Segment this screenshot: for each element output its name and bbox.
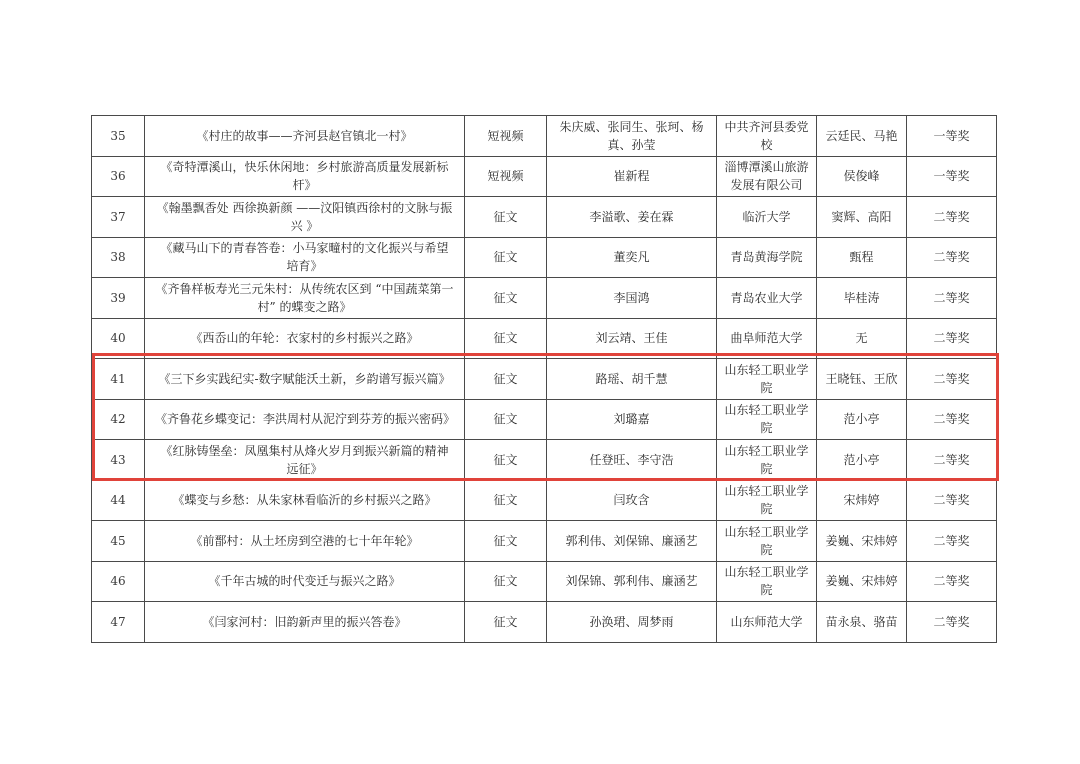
entry-number: 39 [92, 278, 145, 319]
entry-title: 《翰墨飘香处 西徐换新颜 ——汶阳镇西徐村的文脉与振兴 》 [145, 197, 465, 238]
entry-advisor: 毕桂涛 [817, 278, 907, 319]
entry-type: 征文 [465, 237, 547, 278]
awards-table [91, 115, 997, 643]
entry-type: 征文 [465, 480, 547, 521]
entry-number: 45 [92, 521, 145, 562]
entry-type: 征文 [465, 521, 547, 562]
entry-title: 《前鄑村：从土坯房到空港的七十年年轮》 [145, 521, 465, 562]
table-row [92, 359, 997, 400]
entry-number: 46 [92, 561, 145, 602]
entry-title: 《闫家河村：旧韵新声里的振兴答卷》 [145, 602, 465, 643]
table-row [92, 318, 997, 359]
entry-number: 41 [92, 359, 145, 400]
entry-award: 一等奖 [907, 156, 997, 197]
entry-award: 二等奖 [907, 561, 997, 602]
entry-title: 《齐鲁样板寿光三元朱村：从传统农区到 “中国蔬菜第一村” 的蝶变之路》 [145, 278, 465, 319]
entry-type: 征文 [465, 278, 547, 319]
table-row [92, 278, 997, 319]
entry-number: 38 [92, 237, 145, 278]
entry-unit: 山东轻工职业学院 [717, 399, 817, 440]
entry-authors: 朱庆威、张同生、张珂、杨真、孙莹 [547, 116, 717, 157]
entry-authors: 刘璐嘉 [547, 399, 717, 440]
entry-authors: 李国鸿 [547, 278, 717, 319]
table-row [92, 602, 997, 643]
entry-award: 二等奖 [907, 318, 997, 359]
entry-authors: 任登旺、李守浩 [547, 440, 717, 481]
entry-advisor: 范小亭 [817, 440, 907, 481]
entry-unit: 山东轻工职业学院 [717, 561, 817, 602]
entry-unit: 中共齐河县委党校 [717, 116, 817, 157]
entry-award: 二等奖 [907, 399, 997, 440]
entry-number: 37 [92, 197, 145, 238]
entry-number: 40 [92, 318, 145, 359]
entry-unit: 山东师范大学 [717, 602, 817, 643]
table-row [92, 116, 997, 157]
entry-type: 短视频 [465, 116, 547, 157]
entry-advisor: 无 [817, 318, 907, 359]
entry-type: 征文 [465, 197, 547, 238]
entry-advisor: 云廷民、马艳 [817, 116, 907, 157]
entry-advisor: 侯俊峰 [817, 156, 907, 197]
entry-unit: 临沂大学 [717, 197, 817, 238]
entry-title: 《蝶变与乡愁：从朱家林看临沂的乡村振兴之路》 [145, 480, 465, 521]
entry-type: 征文 [465, 359, 547, 400]
entry-unit: 淄博潭溪山旅游发展有限公司 [717, 156, 817, 197]
entry-title: 《村庄的故事——齐河县赵官镇北一村》 [145, 116, 465, 157]
entry-number: 36 [92, 156, 145, 197]
entry-authors: 刘云靖、王佳 [547, 318, 717, 359]
entry-advisor: 姜巍、宋炜婷 [817, 561, 907, 602]
table-row [92, 440, 997, 481]
entry-title: 《三下乡实践纪实-数字赋能沃土新，乡韵谱写振兴篇》 [145, 359, 465, 400]
entry-number: 42 [92, 399, 145, 440]
entry-authors: 孙涣珺、周梦雨 [547, 602, 717, 643]
entry-award: 二等奖 [907, 237, 997, 278]
entry-type: 征文 [465, 440, 547, 481]
entry-authors: 董奕凡 [547, 237, 717, 278]
entry-authors: 闫玫含 [547, 480, 717, 521]
entry-award: 二等奖 [907, 197, 997, 238]
entry-advisor: 窦辉、高阳 [817, 197, 907, 238]
table-row [92, 399, 997, 440]
entry-unit: 青岛农业大学 [717, 278, 817, 319]
entry-number: 44 [92, 480, 145, 521]
entry-type: 征文 [465, 602, 547, 643]
entry-award: 二等奖 [907, 278, 997, 319]
entry-title: 《奇特潭溪山，快乐休闲地：乡村旅游高质量发展新标杆》 [145, 156, 465, 197]
entry-authors: 崔新程 [547, 156, 717, 197]
entry-award: 二等奖 [907, 521, 997, 562]
entry-type: 征文 [465, 399, 547, 440]
entry-award: 二等奖 [907, 480, 997, 521]
entry-unit: 山东轻工职业学院 [717, 440, 817, 481]
entry-title: 《西岙山的年轮：衣家村的乡村振兴之路》 [145, 318, 465, 359]
entry-authors: 李溢歌、姜在霖 [547, 197, 717, 238]
entry-title: 《藏马山下的青春答卷：小马家疃村的文化振兴与希望培育》 [145, 237, 465, 278]
table-row [92, 480, 997, 521]
table-row [92, 237, 997, 278]
entry-type: 征文 [465, 561, 547, 602]
entry-advisor: 王晓钰、王欣 [817, 359, 907, 400]
entry-number: 43 [92, 440, 145, 481]
entry-award: 二等奖 [907, 359, 997, 400]
entry-advisor: 姜巍、宋炜婷 [817, 521, 907, 562]
table-row [92, 561, 997, 602]
entry-authors: 郭利伟、刘保锦、廉涵艺 [547, 521, 717, 562]
entry-title: 《齐鲁花乡蝶变记：李洪周村从泥泞到芬芳的振兴密码》 [145, 399, 465, 440]
entry-authors: 路瑶、胡千慧 [547, 359, 717, 400]
entry-advisor: 甄程 [817, 237, 907, 278]
entry-award: 二等奖 [907, 602, 997, 643]
table-row [92, 156, 997, 197]
table-row [92, 521, 997, 562]
entry-unit: 青岛黄海学院 [717, 237, 817, 278]
table-row [92, 197, 997, 238]
entry-award: 一等奖 [907, 116, 997, 157]
entry-type: 征文 [465, 318, 547, 359]
entry-unit: 山东轻工职业学院 [717, 480, 817, 521]
entry-title: 《千年古城的时代变迁与振兴之路》 [145, 561, 465, 602]
entry-unit: 山东轻工职业学院 [717, 359, 817, 400]
entry-unit: 曲阜师范大学 [717, 318, 817, 359]
entry-award: 二等奖 [907, 440, 997, 481]
entry-unit: 山东轻工职业学院 [717, 521, 817, 562]
entry-number: 47 [92, 602, 145, 643]
entry-advisor: 苗永泉、骆苗 [817, 602, 907, 643]
entry-advisor: 宋炜婷 [817, 480, 907, 521]
entry-number: 35 [92, 116, 145, 157]
entry-type: 短视频 [465, 156, 547, 197]
entry-title: 《红脉铸堡垒：凤凰集村从烽火岁月到振兴新篇的精神远征》 [145, 440, 465, 481]
table-body [92, 116, 997, 643]
entry-authors: 刘保锦、郭利伟、廉涵艺 [547, 561, 717, 602]
entry-advisor: 范小亭 [817, 399, 907, 440]
